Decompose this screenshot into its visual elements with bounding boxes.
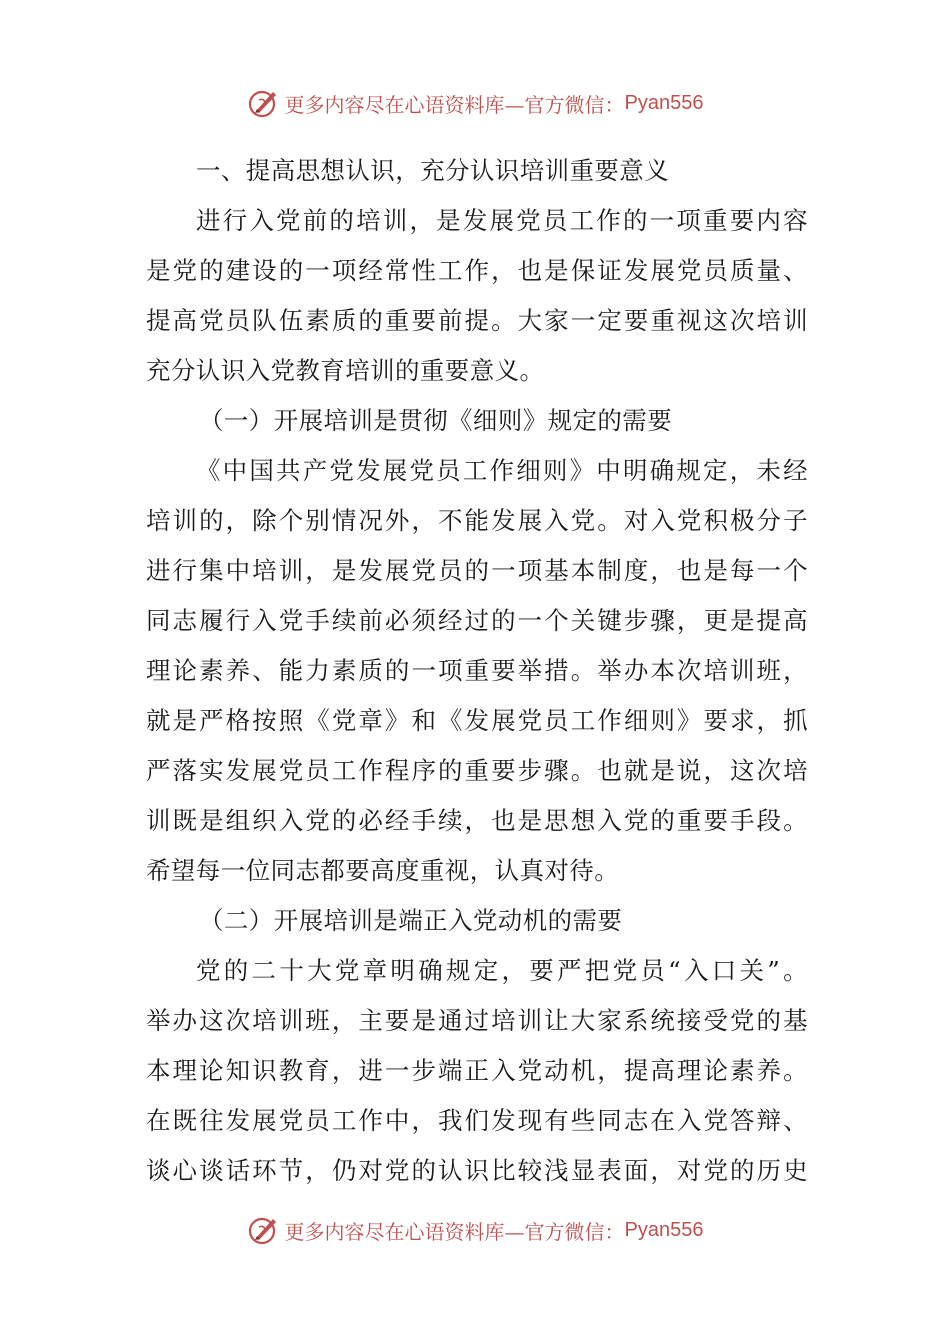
watermark-content [247, 1213, 704, 1247]
paragraph-line: 提高党员队伍素质的重要前提。大家一定要重视这次培训 [146, 306, 808, 335]
pen-logo-icon [247, 86, 281, 120]
paragraph-line: 同志履行入党手续前必须经过的一个关键步骤，更是提高 [146, 606, 808, 635]
paragraph-line: 希望每一位同志都要高度重视，认真对待。 [146, 856, 620, 885]
paragraph-line: 进行集中培训，是发展党员的一项基本制度，也是每一个 [146, 556, 808, 585]
paragraph-line: 进行入党前的培训，是发展党员工作的一项重要内容 [196, 206, 808, 235]
paragraph-line: 理论素养、能力素质的一项重要举措。举办本次培训班， [146, 656, 808, 685]
paragraph-line: 是党的建设的一项经常性工作，也是保证发展党员质量、 [146, 256, 808, 285]
paragraph-line: 训既是组织入党的必经手续，也是思想入党的重要手段。 [146, 806, 808, 835]
watermark-text: 更多内容尽在心语资料库—官方微信： [284, 1219, 625, 1244]
paragraph-line: 《中国共产党发展党员工作细则》中明确规定，未经 [196, 456, 808, 485]
watermark-wechat-id: Pyan556 [624, 91, 704, 114]
pen-logo-icon [247, 1213, 281, 1247]
paragraph-line: 党的二十大党章明确规定，要严把党员“入口关”。 [196, 956, 808, 985]
footer-watermark [0, 1208, 950, 1252]
watermark-content [247, 86, 704, 120]
paragraph-line: 举办这次培训班，主要是通过培训让大家系统接受党的基 [146, 1006, 808, 1035]
paragraph-line: 就是严格按照《党章》和《发展党员工作细则》要求，抓 [146, 706, 808, 735]
watermark-text: 更多内容尽在心语资料库—官方微信： [284, 92, 625, 117]
paragraph-line: 严落实发展党员工作程序的重要步骤。也就是说，这次培 [146, 756, 808, 785]
subsection-heading: （二）开展培训是端正入党动机的需要 [199, 906, 623, 935]
subsection-heading: （一）开展培训是贯彻《细则》规定的需要 [199, 406, 673, 435]
header-watermark [0, 81, 950, 125]
section-heading: 一、提高思想认识，充分认识培训重要意义 [196, 156, 670, 185]
paragraph-line: 培训的，除个别情况外，不能发展入党。对入党积极分子 [146, 506, 808, 535]
paragraph-line: 本理论知识教育，进一步端正入党动机，提高理论素养。 [146, 1056, 808, 1085]
paragraph-line: 谈心谈话环节，仍对党的认识比较浅显表面，对党的历史 [146, 1156, 808, 1185]
paragraph-line: 充分认识入党教育培训的重要意义。 [146, 356, 545, 385]
paragraph-line: 在既往发展党员工作中，我们发现有些同志在入党答辩、 [146, 1106, 808, 1135]
watermark-wechat-id: Pyan556 [624, 1218, 704, 1241]
